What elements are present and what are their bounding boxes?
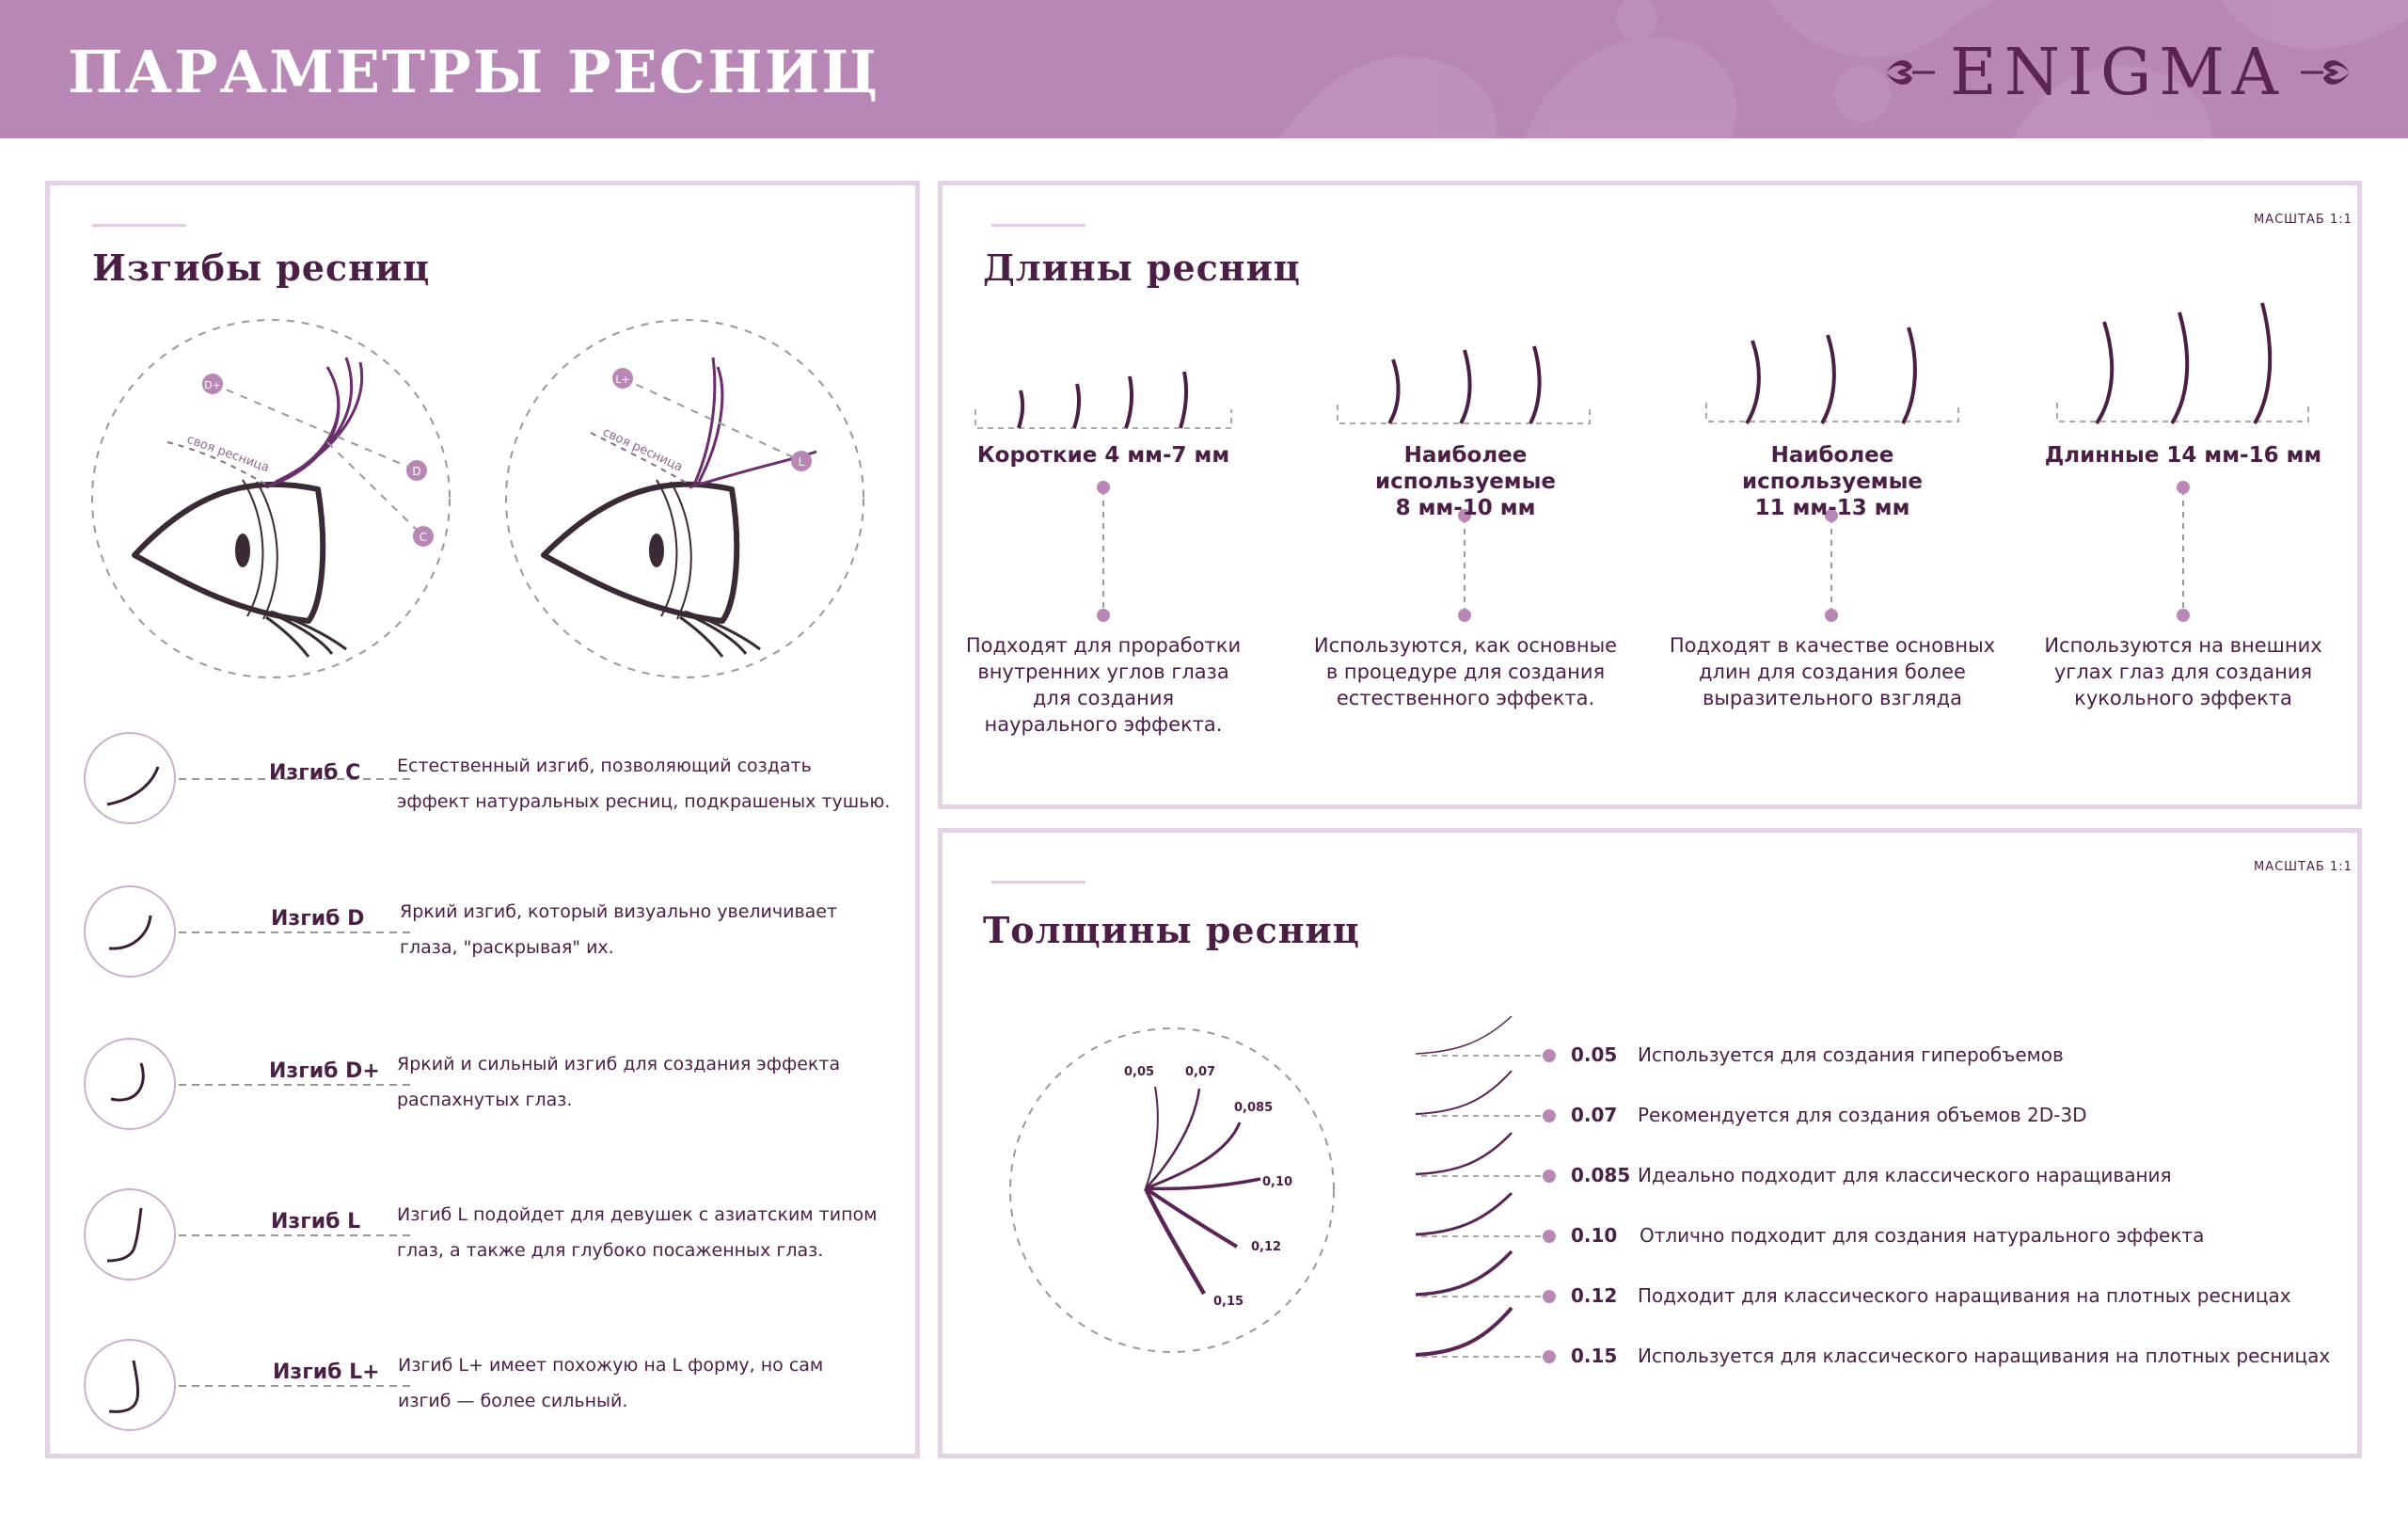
length-short-desc	[953, 632, 1254, 738]
lengths-lash-graphics	[938, 301, 2362, 640]
curl-row	[45, 1186, 920, 1289]
own-lash-label-left: своя ресница	[184, 432, 272, 476]
curls-title: Изгибы ресниц	[92, 247, 431, 289]
length-short-label	[962, 442, 1244, 469]
curl-c-desc-2: эффект натуральных ресниц, подкрашеных тушью.	[397, 791, 891, 812]
marker-dplus: D+	[204, 379, 221, 391]
fan-label-007: 0,07	[1185, 1065, 1216, 1079]
curl-d-icon	[81, 883, 179, 980]
length-long-desc-1: Используются на внешних	[2044, 634, 2322, 657]
eye-diagram-left	[92, 320, 450, 677]
thickness-value-010: 0.10	[1571, 1224, 1618, 1247]
brand-logo	[1884, 35, 2352, 110]
own-lash-label-right: своя ресница	[600, 425, 685, 475]
length-short-desc-3: для создания	[1032, 687, 1175, 709]
length-group-short	[975, 372, 1231, 622]
thickness-value-007: 0.07	[1571, 1104, 1618, 1126]
length-short-desc-2: внутренних углов глаза	[977, 661, 1229, 683]
thickness-title-rule	[991, 881, 1085, 883]
marker-c: C	[419, 531, 428, 544]
curl-d-desc-2: глаза, "раскрывая" их.	[400, 937, 614, 958]
thickness-value-015: 0.15	[1571, 1345, 1618, 1367]
length-common1-desc-1: Используются, как основные	[1313, 634, 1618, 657]
length-common1-desc-2: в процедуре для создания	[1325, 661, 1606, 683]
fan-label-005: 0,05	[1124, 1065, 1155, 1079]
length-common1-desc-3: естественного эффекта.	[1336, 687, 1595, 709]
curls-title-rule	[92, 224, 186, 227]
thickness-desc-012: Подходит для классического наращивания на плотных ресницах	[1638, 1284, 2291, 1307]
thickness-title: Толщины ресниц	[983, 909, 1360, 951]
page-title: ПАРАМЕТРЫ РЕСНИЦ	[68, 38, 880, 106]
thickness-fan-diagram	[988, 1021, 1336, 1360]
curl-row	[45, 729, 920, 833]
brand-name: ENIGMA	[1949, 35, 2286, 110]
brand-ornament-right-icon	[2299, 54, 2352, 91]
curl-l-desc-2: глаз, а также для глубоко посаженных глаз.	[397, 1240, 824, 1261]
thickness-desc-005: Используется для создания гиперобъемов	[1638, 1043, 2064, 1066]
length-short-label-1: Короткие 4 мм-7 мм	[976, 443, 1230, 468]
thickness-desc-0085: Идеально подходит для классического наращивания	[1638, 1164, 2172, 1186]
curl-lplus-desc-2: изгиб — более сильный.	[398, 1391, 628, 1411]
thickness-value-012: 0.12	[1571, 1284, 1618, 1307]
curl-dplus-desc-1: Яркий и сильный изгиб для создания эффекта	[397, 1054, 841, 1074]
length-common1-label-2: 8 мм-10 мм	[1395, 496, 1536, 520]
curl-l-icon	[81, 1186, 179, 1283]
length-common2-label-1: Наиболее используемые	[1742, 443, 1923, 494]
curl-c-icon	[81, 729, 179, 827]
length-short-desc-4: наурального эффекта.	[984, 713, 1223, 736]
thickness-scale: МАСШТАБ 1:1	[2254, 860, 2353, 874]
curl-dplus-label: Изгиб D+	[269, 1059, 380, 1083]
curl-l-label: Изгиб L	[271, 1210, 361, 1234]
length-common1-desc	[1301, 632, 1630, 711]
curl-lplus-label: Изгиб L+	[273, 1361, 380, 1384]
length-common2-desc-1: Подходят в качестве основных	[1669, 634, 1996, 657]
curl-eye-diagrams	[45, 301, 920, 696]
length-common2-desc-3: выразительного взгляда	[1702, 687, 1963, 709]
length-long-label	[2042, 442, 2324, 469]
curl-c-label: Изгиб C	[269, 761, 361, 785]
lengths-title-rule	[991, 224, 1085, 227]
thickness-desc-010: Отлично подходит для создания натурального эффекта	[1640, 1224, 2205, 1247]
length-common1-label-1: Наиболее используемые	[1375, 443, 1556, 494]
lengths-title: Длины ресниц	[983, 247, 1301, 289]
length-common2-label	[1677, 442, 1988, 521]
lengths-scale: МАСШТАБ 1:1	[2254, 213, 2353, 227]
curl-d-label: Изгиб D	[271, 907, 365, 931]
thickness-lash-samples	[1416, 1007, 1566, 1364]
brand-ornament-left-icon	[1884, 54, 1937, 91]
marker-lplus: L+	[615, 374, 630, 386]
eye-diagram-right	[506, 320, 863, 677]
curl-dplus-desc-2: распахнутых глаз.	[397, 1090, 573, 1110]
header-bar	[0, 0, 2408, 138]
thickness-desc-015: Используется для классического наращивания на плотных ресницах	[1638, 1345, 2331, 1367]
length-long-desc-2: углах глаз для создания	[2053, 661, 2313, 683]
length-long-desc	[2028, 632, 2338, 711]
curl-lplus-desc-1: Изгиб L+ имеет похожую на L форму, но сам	[398, 1355, 824, 1376]
length-common1-label	[1310, 442, 1621, 521]
curl-lplus-icon	[81, 1336, 179, 1434]
marker-l: L	[798, 455, 805, 469]
thickness-desc-007: Рекомендуется для создания объемов 2D-3D	[1638, 1104, 2087, 1126]
thickness-value-0085: 0.085	[1571, 1164, 1631, 1186]
curl-row	[45, 1336, 920, 1440]
fan-label-0085: 0,085	[1234, 1101, 1274, 1115]
length-common2-desc-2: длин для создания более	[1699, 661, 1966, 683]
curl-dplus-icon	[81, 1035, 179, 1133]
curl-l-desc-1: Изгиб L подойдет для девушек с азиатским типом	[397, 1204, 878, 1225]
fan-label-012: 0,12	[1251, 1240, 1282, 1254]
fan-label-015: 0,15	[1213, 1295, 1244, 1309]
thickness-value-005: 0.05	[1571, 1043, 1618, 1066]
fan-label-010: 0,10	[1262, 1175, 1293, 1189]
length-common2-label-2: 11 мм-13 мм	[1754, 496, 1910, 520]
curl-c-desc-1: Естественный изгиб, позволяющий создать	[397, 756, 812, 776]
length-short-desc-1: Подходят для проработки	[965, 634, 1242, 657]
curl-row	[45, 1035, 920, 1138]
length-long-label-1: Длинные 14 мм-16 мм	[2044, 443, 2322, 468]
curl-row	[45, 883, 920, 986]
marker-d: D	[412, 465, 421, 478]
length-common2-desc	[1663, 632, 2002, 711]
curl-d-desc-1: Яркий изгиб, который визуально увеличивает	[400, 901, 838, 922]
length-long-desc-3: кукольного эффекта	[2074, 687, 2292, 709]
